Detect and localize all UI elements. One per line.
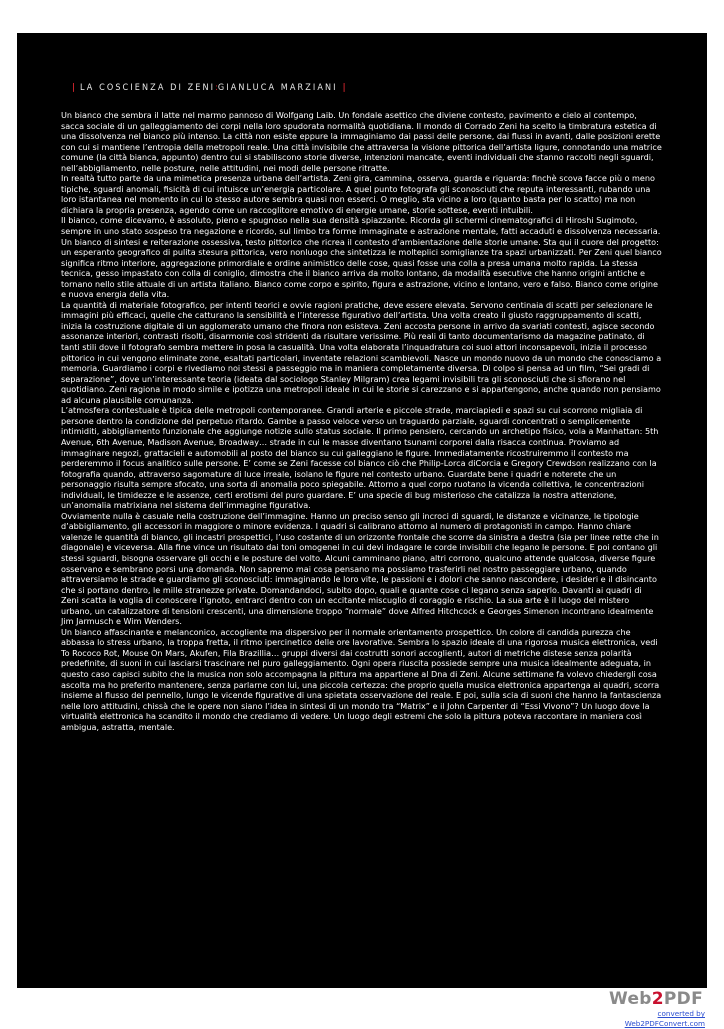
paragraph: La quantità di materiale fotografico, per intenti teorici e ovvie ragioni pratiche, deve essere elevata. Servono centinaia di scatti per selezionare le immagini più efficaci, quelle che catturano la sensibilità e l’interesse figurativo dell’artista. Una volta creato il giusto raggruppamento di scatti, inizia la costruzione digitale di un agglomerato umano che finora non esisteva. Zeni accosta persone in arrivo da svariati contesti, agisce secondo assonanze interiori, contrasti risolti, disarmonie così stridenti da risultare verissime. Più reali di tanto documentarismo da magazine patinato, di tanti stili dove il fotografo sembra mettere in posa la casualità. Una volta elaborata l’inquadratura coi suoi attori inconsapevoli, inizia il processo pittorico in cui vengono eliminate zone, esaltati particolari, inventate relazioni scambievoli. Nasce un mondo nuovo da un mondo che conosciamo a memoria. Guardiamo i corpi e rivediamo noi stessi a passeggio ma in maniera completamente diversa. Di colpo si pensa ad un film, “Sei gradi di separazione”, dove un’interessante teoria (ideata dal sociologo Stanley Milgram) crea legami invisibili tra gli sconosciuti che si sfiorano nel quotidiano. Zeni ragiona in modo simile e ipotizza una metropoli ideale in cui le storie si carezzano e si appartengono, anche quando non pensiamo ad alcuna plausibile comunanza. <box>61 299 662 405</box>
header-title-part2: GIANLUCA MARZIANI <box>217 83 338 93</box>
paragraph: Un bianco affascinante e melanconico, accogliente ma dispersivo per il normale orientamento prospettico. Un colore di candida purezza che abbassa lo stress urbano, la troppa fretta, il ritmo ipercinetico delle ore lavorative. Sembra lo spazio ideale di una rigorosa musica elettronica, vedi To Rococo Rot, Mouse On Mars, Akufen, Fila Brazillia… gruppi diversi dai costrutti sonori accoglienti, autori di metriche distese senza polarità predefinite, di suoni in cui lasciarsi trascinare nel puro galleggiamento. Ogni opera riuscita possiede sempre una musica idealmente adeguata, in questo caso capisci subito che la musica non solo accompagna la pittura ma appartiene al Dna di Zeni. Alcune settimane fa volevo chiedergli cosa ascolta ma ho preferito mantenere, senza parlarne con lui, una piccola certezza: che proprio quella musica elettronica appartenga ai quadri, scorra insieme al flusso del pennello, lungo le vicende figurative di una spietata osservazione del reale. E poi, sulla scia di suoni che hanno la fantascienza nelle loro attitudini, chissà che le opere non siano l’idea in sintesi di un mondo tra “Matrix” e il John Carpenter di “Essi Vivono”? Un luogo dove la virtualità elettronica ha scandito il mondo che crediamo di vedere. Un luogo degli estremi che solo la pittura poteva raccontare in maniera così ambigua, astratta, mentale. <box>61 626 662 732</box>
article-body <box>61 110 662 732</box>
header-title-part1: LA COSCIENZA DI ZENI <box>79 83 216 93</box>
logo-2-text: 2 <box>651 989 664 1009</box>
paragraph: Ovviamente nulla è casuale nella costruzione dell’immagine. Hanno un preciso senso gli incroci di sguardi, le distanze e vicinanze, le tipologie d’abbigliamento, gli accessori in maggiore o minore evidenza. I quadri si calibrano attorno al numero di protagonisti in campo. Hanno chiare valenze le quantità di bianco, gli incastri prospettici, l’uso costante di un orizzonte frontale che scorre da sinistra a destra (sia per linee rette che in diagonale) e viceversa. Alla fine vince un risultato dai toni omogenei in cui devi indagare le corde invisibili che legano le persone. E poi contano gli stessi sguardi, bisogna osservare gli occhi e le posture del volto. Alcuni camminano piano, altri corrono, qualcuno attende qualcosa, diverse figure osservano e sembrano porsi una domanda. Non sapremo mai cosa pensano ma possiamo trasferirli nel nostro passeggiare urbano, quando attraversiamo le strade e guardiamo gli sconosciuti: immaginando le loro vite, le passioni e i dolori che sanno nascondere, i desideri e il disincanto che si portano dentro, le mille stranezze private. Domandandoci, subito dopo, quali e quante cose ci legano senza saperlo. Davanti ai quadri di Zeni scatta la voglia di conoscere l’ignoto, entrarci dentro con un eccitante miscuglio di coraggio e rischio. La sua arte è il luogo del mistero urbano, un catalizzatore di tensioni crescenti, una dimensione troppo “normale” dove Alfred Hitchcock e Georges Simenon incontrano idealmente Jim Jarmusch e Wim Wenders. <box>61 510 659 627</box>
web2pdf-logo <box>585 988 705 1010</box>
header-left-bar: | <box>72 83 75 93</box>
paragraph: In realtà tutto parte da una mimetica presenza urbana dell’artista. Zeni gira, cammina, osserva, guarda e riguarda: finchè scova facce più o meno tipiche, sguardi anomali, fisicità di cui intuisce un’energia particolare. A quel punto fotografa gli sconosciuti che reputa interessanti, rubando una loro istantanea nel momento in cui lo stesso autore sembra quasi non esserci. O meglio, sta vicino a loro (quanto basta per lo scatto) ma non dichiara la propria presenza, agendo come un raccoglitore emotivo di energie umane, storie sottese, eventi intuibili. <box>61 173 655 215</box>
article-header <box>67 83 351 94</box>
logo-pdf-text: PDF <box>663 989 703 1009</box>
logo-web-text: Web <box>609 989 652 1009</box>
header-separator: : <box>215 83 218 93</box>
converter-link[interactable]: converted by Web2PDFConvert.com <box>624 1009 705 1028</box>
document-page <box>17 33 707 988</box>
web2pdf-badge[interactable] <box>585 988 705 1028</box>
header-right-bar: | <box>342 83 346 93</box>
paragraph: L’atmosfera contestuale è tipica delle metropoli contemporanee. Grandi arterie e piccole strade, marciapiedi e spazi su cui scorrono migliaia di persone dentro la condizione del perpetuo ritardo. Gambe a passo veloce verso un traguardo parziale, sguardi concentrati o semplicemente intimiditi, abbigliamento funzionale che aggiunge notizie sullo status sociale. Il primo pensiero, cercando un archetipo fisico, vola a Manhattan: 5th Avenue, 6th Avenue, Madison Avenue, Broadway… strade in cui le masse diventano tsunami corporei dalla risacca continua. Proviamo ad immaginare negozi, grattacieli e automobili al posto del bianco su cui galleggiano le figure. Immediatamente ricostruiremmo il contesto ma perderemmo il focus analitico sulle persone. E’ come se Zeni facesse col bianco ciò che Philip-Lorca diCorcia e Gregory Crewdson realizzano con la fotografia quando, attraverso sagomature di luce irreale, isolano le figure nel contesto urbano. Guardate bene i quadri e noterete che un personaggio risulta sempre sfocato, una sorta di anomalia poco spiegabile. Attorno a quel corpo ruotano la vicenda collettiva, le concentrazioni individuali, le timidezze e le assenze, certi erotismi del puro guardare. E’ una specie di bug misterioso che catalizza la nostra attenzione, un’anomalia matrixiana nel sistema dell’immagine figurativa. <box>61 405 659 511</box>
paragraph: Il bianco, come dicevamo, è assoluto, pieno e spugnoso nella sua densità spiazzante. Ricorda gli schermi cinematografici di Hiroshi Sugimoto, sempre in uno stato sospeso tra negazione e ricordo, sul limbo tra forme immaginate e astrazione mentale, fatti accaduti e dissolvenza necessaria. Un bianco di sintesi e reiterazione ossessiva, testo pittorico che ricrea il contesto d’ambientazione delle storie umane. Sta qui il cuore del progetto: un esperanto geografico di pulita stesura pittorica, vero nonluogo che sintetizza le molteplici somiglianze tra spazi urbanizzati. Per Zeni quel bianco significa ritmo interiore, aggregazione primordiale e ordine animistico delle cose, quasi fosse una colla a presa umana molto rapida. La stessa tecnica, gesso impastato con colla di coniglio, dimostra che il bianco arriva da molto lontano, da modalità esecutive che hanno origini antiche e tornano nello stile attuale di un artista italiano. Bianco come corpo e spirito, figura e astrazione, vicino e lontano, vero e falso. Bianco come origine e nuova energia della vita. <box>61 215 662 300</box>
paragraph: Un bianco che sembra il latte nel marmo pannoso di Wolfgang Laib. Un fondale asettico che diviene contesto, pavimento e cielo al contempo, sacca sociale di un galleggiamento dei corpi nella loro spudorata normalità quotidiana. Il mondo di Corrado Zeni ha scelto la timbratura estetica di una dissolvenza nel bianco più intenso. La città non esiste eppure la immaginiamo dai passi delle persone, dai flussi in avanti, dalle posizioni erette con cui si mantiene l’entropia della metropoli reale. Una città invisibile che attraversa la visione pittorica dell’artista ligure, connotando una matrice comune (la città bianca, appunto) dentro cui si stabiliscono storie diverse, intenzioni mancate, eventi individuali che stanno raccolti negli sguardi, nell’abbigliamento, nelle posture, nelle attitudini, nei modi delle persone ritratte. <box>61 110 662 173</box>
